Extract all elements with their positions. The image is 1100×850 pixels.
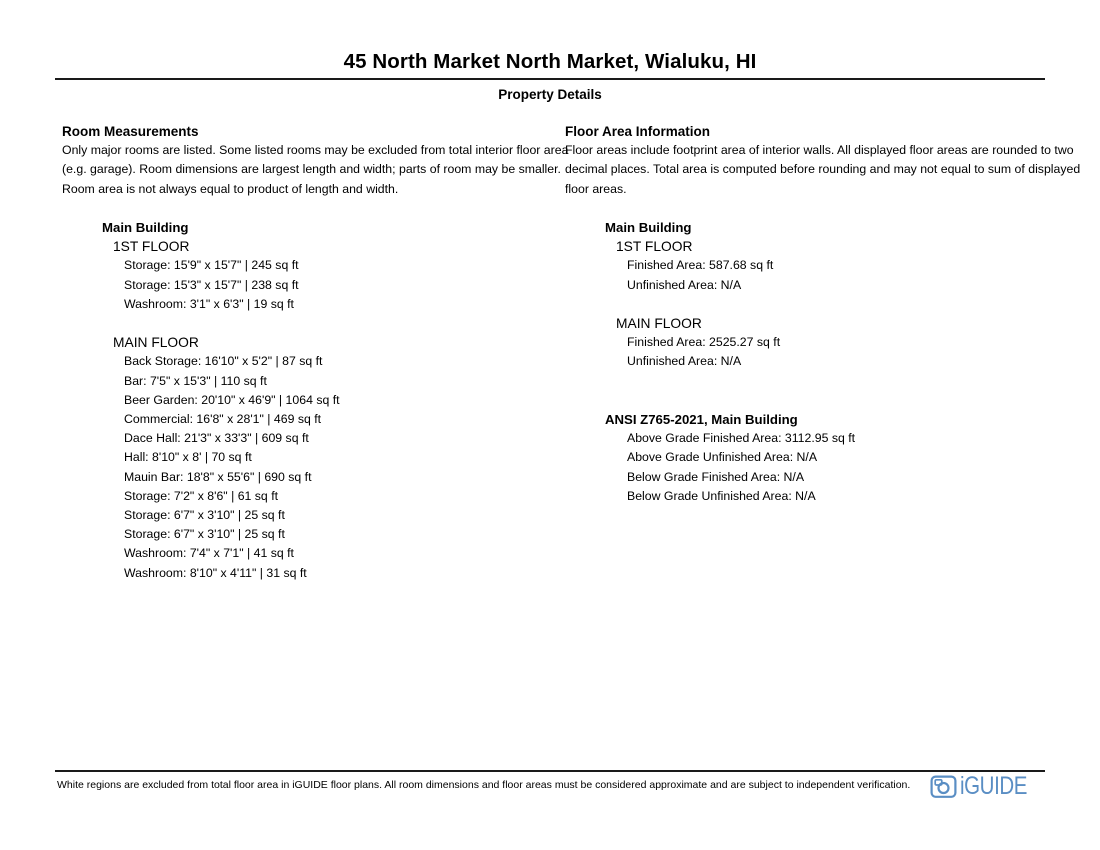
footer-disclaimer: White regions are excluded from total floor area in iGUIDE floor plans. All room dimensions and floor areas must be considered approximate and are subject to independent verification. (57, 779, 911, 791)
ansi-area-row: Below Grade Unfinished Area: N/A (627, 488, 816, 503)
room-row: Commercial: 16'8" x 28'1" | 469 sq ft (124, 412, 322, 427)
description-line: Only major rooms are listed. Some listed rooms may be excluded from total interior floor area (62, 143, 569, 158)
area-group-main-floor (565, 314, 1047, 372)
room-row: Bar: 7'5" x 15'3" | 110 sq ft (124, 373, 267, 388)
floor-name: MAIN FLOOR (616, 316, 702, 331)
area-row: Finished Area: 2525.27 sq ft (627, 335, 781, 350)
description-line: decimal places. Total area is computed before rounding and may not equal to sum of displayed (565, 162, 1081, 177)
building-name: Main Building (605, 220, 692, 235)
room-row: Washroom: 3'1" x 6'3" | 19 sq ft (124, 296, 294, 311)
footer-divider (55, 770, 1045, 772)
room-row: Dace Hall: 21'3" x 33'3" | 609 sq ft (124, 431, 309, 446)
area-row: Finished Area: 587.68 sq ft (627, 258, 774, 273)
floor-name: 1ST FLOOR (616, 239, 693, 255)
page-title: 45 North Market North Market, Wialuku, HI (343, 50, 757, 73)
room-row: Hall: 8'10" x 8' | 70 sq ft (124, 450, 252, 465)
room-row: Back Storage: 16'10" x 5'2" | 87 sq ft (124, 354, 323, 369)
area-row: Unfinished Area: N/A (627, 277, 742, 292)
room-measurements-building (62, 218, 544, 583)
area-row: Unfinished Area: N/A (627, 354, 742, 369)
building-name: Main Building (102, 220, 189, 235)
room-measurements-section (62, 122, 569, 583)
room-row: Beer Garden: 20'10" x 46'9" | 1064 sq ft (124, 392, 340, 407)
iguide-logo-text: iGUIDE (960, 772, 1028, 800)
floor-area-heading: Floor Area Information (565, 124, 711, 139)
header-divider (55, 78, 1045, 80)
floor-group-1st-floor (62, 237, 544, 314)
iguide-logo (930, 772, 1042, 800)
room-row: Storage: 7'2" x 8'6" | 61 sq ft (124, 488, 279, 503)
floor-group-main-floor (62, 333, 544, 583)
ansi-area-row: Above Grade Finished Area: 3112.95 sq ft (627, 431, 856, 446)
room-row: Storage: 15'3" x 15'7" | 238 sq ft (124, 277, 299, 292)
description-line: Floor areas include footprint area of interior walls. All displayed floor areas are rounded to two (565, 143, 1074, 158)
floor-area-information-section (565, 122, 1081, 506)
floor-area-description (565, 141, 1081, 199)
room-row: Storage: 6'7" x 3'10" | 25 sq ft (124, 527, 285, 542)
room-row: Mauin Bar: 18'8" x 55'6" | 690 sq ft (124, 469, 312, 484)
room-row: Washroom: 7'4" x 7'1" | 41 sq ft (124, 546, 294, 561)
room-measurements-description (62, 141, 569, 199)
iguide-camera-icon (930, 773, 957, 800)
floor-name: 1ST FLOOR (113, 239, 190, 255)
room-measurements-heading: Room Measurements (62, 124, 199, 139)
description-line: (e.g. garage). Room dimensions are largest length and width; parts of room may be smaller. (62, 162, 561, 177)
ansi-area-row: Below Grade Finished Area: N/A (627, 469, 805, 484)
page-subtitle: Property Details (498, 87, 602, 102)
description-line: Room area is not always equal to product of length and width. (62, 181, 399, 196)
room-row: Washroom: 8'10" x 4'11" | 31 sq ft (124, 565, 307, 580)
room-row: Storage: 6'7" x 3'10" | 25 sq ft (124, 508, 285, 523)
ansi-section (565, 410, 1047, 506)
floor-area-building (565, 218, 1047, 372)
ansi-heading: ANSI Z765-2021, Main Building (605, 412, 798, 427)
description-line: floor areas. (565, 181, 627, 196)
area-group-1st-floor (565, 237, 1047, 295)
ansi-area-row: Above Grade Unfinished Area: N/A (627, 450, 818, 465)
floor-name: MAIN FLOOR (113, 335, 199, 351)
room-row: Storage: 15'9" x 15'7" | 245 sq ft (124, 258, 299, 273)
